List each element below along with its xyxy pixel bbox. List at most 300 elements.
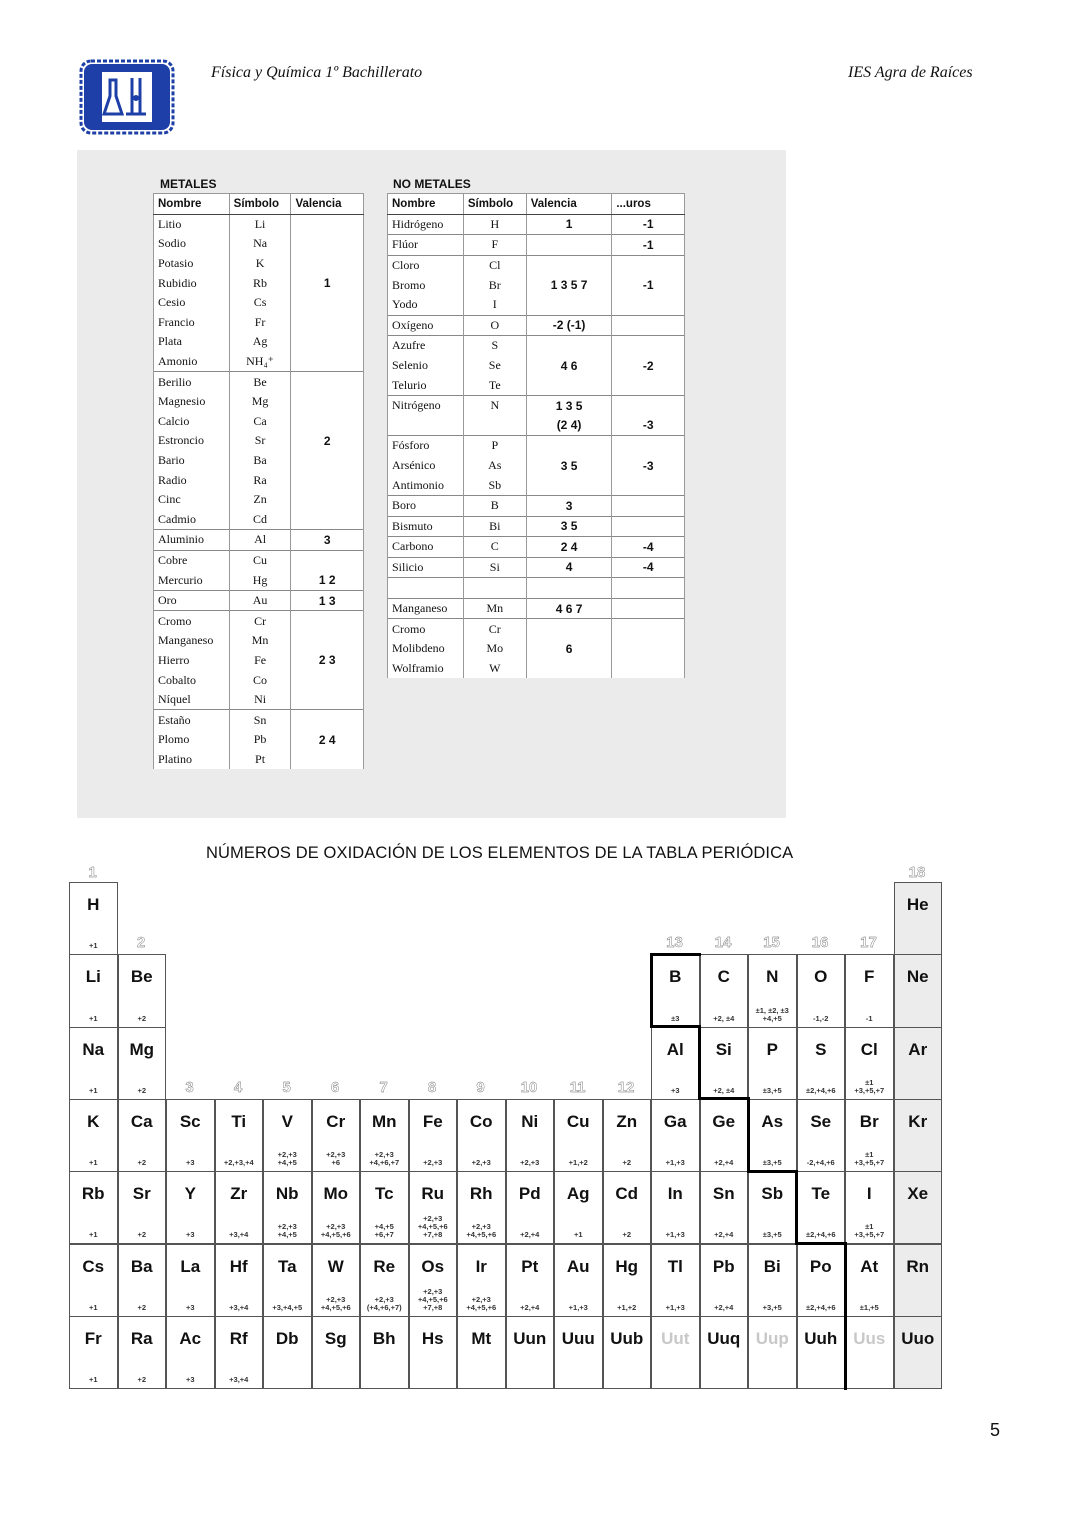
group-number: 7 [379,1078,388,1096]
element-symbol: Na [229,234,291,254]
valence [291,372,364,392]
valence [291,690,364,710]
negative-valence: -4 [612,557,685,578]
valence [526,436,612,456]
element-symbol: Y [184,1184,196,1204]
element-symbol: Tl [667,1256,683,1276]
oxidation-states: +1,+3 [665,1230,685,1240]
oxidation-states: ±3,+5 [762,1230,782,1240]
valence [291,214,364,234]
element-name: Cromo [154,611,230,631]
element-symbol: Ta [277,1256,297,1276]
negative-valence [612,619,685,639]
element-symbol: Te [811,1184,831,1204]
element-name: Selenio [388,356,464,376]
element-cell-ag [554,1171,603,1244]
element-symbol: C [717,967,730,987]
oxidation-states: +2 [137,1013,147,1023]
table-row [388,395,685,415]
element-symbol: H [463,214,526,235]
element-cell-sg [312,1316,361,1389]
oxidation-states: +2,+3 [520,1158,540,1168]
element-symbol: Zr [230,1184,248,1204]
element-symbol: Rh [469,1184,493,1204]
negative-valence [612,475,685,495]
element-symbol: B [463,495,526,516]
element-name: Níquel [154,690,230,710]
element-symbol: Mg [129,1039,155,1059]
valence [526,336,612,356]
element-name: Rubidio [154,273,230,293]
element-cell-ba [118,1244,167,1317]
element-cell-hs [409,1316,458,1389]
valence: 2 [291,431,364,451]
table-row [154,254,364,274]
element-name: Magnesio [154,392,230,412]
table-row [154,352,364,372]
valence: 3 [291,530,364,551]
element-cell-li [69,954,118,1027]
element-symbol: Li [229,214,291,234]
element-cell-mt [457,1316,506,1389]
element-symbol: Ge [712,1111,736,1131]
element-symbol: Ne [906,967,929,987]
table-row [154,710,364,730]
element-symbol: Se [463,356,526,376]
element-cell-au [554,1244,603,1317]
element-symbol: Hs [421,1328,444,1348]
table-row [154,530,364,551]
negative-valence [612,495,685,516]
element-cell-mo [312,1171,361,1244]
oxidation-states: +2,+3 (+4,+6,+7) [366,1294,402,1312]
element-symbol: Rn [906,1256,930,1276]
element-name: Plata [154,332,230,352]
element-symbol: S [463,336,526,356]
element-symbol: Mn [463,598,526,619]
metal-nonmetal-boundary [650,953,653,1028]
element-symbol: Au [566,1256,590,1276]
oxidation-states: +2 [137,1230,147,1240]
group-number: 10 [520,1078,538,1096]
oxidation-states: -1,-2 [813,1013,829,1023]
element-cell-bi [748,1244,797,1317]
element-symbol: Co [469,1111,493,1131]
valence [291,670,364,690]
element-symbol: Fe [422,1111,443,1131]
table-row [388,356,685,376]
element-name: Nitrógeno [388,395,464,415]
element-cell-os [409,1244,458,1317]
table-row [154,550,364,570]
oxidation-states: +1 [88,1158,98,1168]
element-symbol: Nb [275,1184,299,1204]
element-symbol: Bi [463,516,526,537]
element-cell-mg [118,1027,167,1100]
element-symbol: O [814,967,828,987]
table-row [388,619,685,639]
oxidation-states: +2 [137,1302,147,1312]
element-cell-al [651,1027,700,1100]
table-row [154,234,364,254]
element-symbol: Si [463,557,526,578]
valence [291,631,364,651]
element-symbol: Zn [229,490,291,510]
valence [291,451,364,471]
element-name: Bismuto [388,516,464,537]
element-cell-mn [360,1099,409,1172]
element-name: Sodio [154,234,230,254]
element-cell-cr [312,1099,361,1172]
oxidation-states: +2,+3 [471,1158,491,1168]
element-symbol: K [87,1111,100,1131]
element-cell-fr [69,1316,118,1389]
oxidation-states: +1,+2 [617,1302,637,1312]
valence [526,255,612,275]
element-cell-pb [700,1244,749,1317]
element-symbol: Te [463,375,526,395]
group-number: 15 [763,934,780,952]
oxidation-states: +2,+4 [714,1158,734,1168]
negative-valence [612,659,685,679]
no-metales-table [387,193,685,678]
element-symbol: Cu [566,1111,590,1131]
oxidation-states: ±3,+5 [762,1158,782,1168]
oxidation-states: ±2,+4,+6 [805,1230,836,1240]
oxidation-states: +1,+3 [665,1158,685,1168]
element-cell-cl [845,1027,894,1100]
element-symbol: Rb [229,273,291,293]
valence: 4 6 7 [526,598,612,619]
oxidation-states: +1 [88,1013,98,1023]
oxidation-states: +1,+3 [568,1302,588,1312]
element-name: Flúor [388,235,464,256]
element-symbol: F [463,235,526,256]
element-cell-uus [845,1316,894,1389]
element-symbol: Hg [615,1256,639,1276]
element-symbol: Na [82,1039,105,1059]
negative-valence: -1 [612,214,685,235]
element-symbol: Fe [229,651,291,671]
table-row [388,375,685,395]
valence [291,392,364,412]
table-row [388,516,685,537]
valence: 2 3 [291,651,364,671]
element-symbol: Be [130,967,153,987]
element-cell-re [360,1244,409,1317]
element-cell-si [700,1027,749,1100]
oxidation-states: +2,+3 +6 [326,1150,346,1168]
element-symbol: W [327,1256,344,1276]
element-symbol: Pt [229,750,291,770]
element-symbol: I [866,1184,872,1204]
negative-valence: -3 [612,416,685,436]
element-symbol: In [667,1184,683,1204]
col-header: Símbolo [229,194,291,215]
element-cell-f [845,954,894,1027]
valence [526,475,612,495]
metales-table [153,193,364,769]
element-cell-zn [603,1099,652,1172]
element-name: Radio [154,470,230,490]
element-symbol: Ra [130,1328,153,1348]
element-cell-ge [700,1099,749,1172]
element-symbol: Zn [616,1111,638,1131]
element-cell-te [797,1171,846,1244]
element-symbol: Ca [229,412,291,432]
element-cell-uuu [554,1316,603,1389]
negative-valence: -4 [612,537,685,558]
element-name: Manganeso [154,631,230,651]
element-symbol: Uuq [707,1328,741,1348]
element-symbol: Si [715,1039,732,1059]
element-symbol: Os [421,1256,445,1276]
valence [291,352,364,372]
element-name: Platino [154,750,230,770]
element-cell-be [118,954,167,1027]
element-symbol: Cs [229,293,291,313]
oxidation-states: +2,+3 +4,+5,+6 +7,+8 [417,1286,448,1312]
col-header: Nombre [154,194,230,215]
group-number: 3 [185,1078,194,1096]
element-symbol: Fr [229,313,291,333]
element-symbol: H [87,895,100,914]
col-header: Valencia [526,194,612,215]
element-cell-ti [215,1099,264,1172]
element-name: Bario [154,451,230,471]
element-symbol: N [766,967,779,987]
element-cell-pt [506,1244,555,1317]
element-symbol: Ar [908,1039,928,1059]
table-row [388,598,685,619]
table-row [388,295,685,315]
negative-valence [612,598,685,619]
element-symbol: Sn [229,710,291,730]
group-number: 5 [282,1078,291,1096]
element-symbol: Ga [663,1111,687,1131]
element-cell-hf [215,1244,264,1317]
element-symbol: Ag [566,1184,590,1204]
valence [291,254,364,274]
element-symbol: Al [229,530,291,551]
valence [291,234,364,254]
element-cell-v [263,1099,312,1172]
oxidation-states: +3 [185,1302,195,1312]
element-cell-rh [457,1171,506,1244]
page-number: 5 [990,1420,1001,1440]
table-row [154,670,364,690]
element-symbol: Sr [132,1184,151,1204]
table-row [154,214,364,234]
oxidation-states: +2,+3 +4,+5,+6 +7,+8 [417,1214,448,1240]
element-symbol: Db [275,1328,299,1348]
table-row [154,273,364,293]
element-symbol: Mt [471,1328,492,1348]
element-symbol: Ti [231,1111,247,1131]
element-symbol: Mg [229,392,291,412]
element-name: Cobre [154,550,230,570]
element-cell-as [748,1099,797,1172]
oxidation-states: +2,+3 +4,+6,+7 [369,1150,400,1168]
element-cell-pd [506,1171,555,1244]
metal-nonmetal-boundary [698,1025,701,1100]
metal-nonmetal-boundary [698,1097,750,1100]
negative-valence [612,295,685,315]
table-row [388,557,685,578]
valence: (2 4) [526,416,612,436]
metal-nonmetal-boundary [747,1170,799,1173]
table-row [154,332,364,352]
oxidation-states: +3 [185,1158,195,1168]
element-cell-ac [166,1316,215,1389]
element-name: Azufre [388,336,464,356]
element-name: Fósforo [388,436,464,456]
group-number: 1 [88,864,97,881]
col-header: Nombre [388,194,464,215]
element-name: Oro [154,590,230,611]
course-title: Física y Química 1º Bachillerato [211,64,423,81]
element-symbol: Ni [229,690,291,710]
element-name: Francio [154,313,230,333]
table-row [388,659,685,679]
table-row [388,336,685,356]
col-header: Símbolo [463,194,526,215]
element-name: Cloro [388,255,464,275]
element-symbol: Sg [324,1328,347,1348]
element-name: Hierro [154,651,230,671]
element-name: Plomo [154,730,230,750]
oxidation-states: +2,+3 +4,+5,+6 [466,1222,497,1240]
table-row [154,611,364,631]
element-symbol: Ba [130,1256,153,1276]
element-cell-ne [894,954,943,1027]
oxidation-states: +2,+3 [423,1158,443,1168]
element-symbol: Cr [326,1111,346,1131]
element-cell-ca [118,1099,167,1172]
element-cell-at [845,1244,894,1317]
element-symbol: Ba [229,451,291,471]
element-symbol: P [766,1039,778,1059]
oxidation-states: +2,+4 [520,1302,540,1312]
valence [291,750,364,770]
element-symbol: V [281,1111,293,1131]
oxidation-states: +1 [88,1302,98,1312]
element-symbol: Rf [229,1328,248,1348]
element-cell-tl [651,1244,700,1317]
element-name: Arsénico [388,456,464,476]
oxidation-states: -2,+4,+6 [806,1158,835,1168]
group-number: 11 [569,1078,586,1096]
element-cell-rb [69,1171,118,1244]
element-cell-k [69,1099,118,1172]
negative-valence: -1 [612,275,685,295]
oxidation-states: +2,+3,+4 [223,1158,254,1168]
oxidation-states: +2, ±4 [713,1013,735,1023]
group-number: 8 [427,1078,437,1096]
element-cell-sn [700,1171,749,1244]
element-symbol: Au [229,590,291,611]
element-cell-sc [166,1099,215,1172]
element-cell-ga [651,1099,700,1172]
element-cell-po [797,1244,846,1317]
element-cell-cu [554,1099,603,1172]
valence [526,375,612,395]
element-cell-uup [748,1316,797,1389]
element-cell-bh [360,1316,409,1389]
element-name: Berilio [154,372,230,392]
element-symbol [463,416,526,436]
valence [291,470,364,490]
element-symbol: Ca [130,1111,153,1131]
element-cell-he [894,882,943,955]
element-symbol: Mn [229,631,291,651]
element-cell-cs [69,1244,118,1317]
metal-nonmetal-boundary [844,1242,847,1390]
element-cell-ar [894,1027,943,1100]
element-name: Cadmio [154,510,230,530]
negative-valence: -2 [612,356,685,376]
valence: 1 3 5 [526,395,612,415]
table-row [154,570,364,590]
table-row [388,416,685,436]
negative-valence [612,578,685,599]
table-row [388,436,685,456]
valence: -2 (-1) [526,315,612,336]
element-symbol: Ag [229,332,291,352]
metales-caption: METALES [160,177,217,191]
oxidation-states: +1 [88,1375,98,1385]
table-row [154,313,364,333]
oxidation-states: +1 [88,1085,98,1095]
element-symbol: Pd [518,1184,541,1204]
element-symbol: Cu [229,550,291,570]
valence [526,235,612,256]
table-row [154,490,364,510]
oxidation-states: +2 [622,1158,632,1168]
valence [291,710,364,730]
oxidation-states: +1 [573,1230,583,1240]
element-symbol: Ir [475,1256,487,1276]
oxidation-states: ±1 +3,+5,+7 [854,1222,885,1240]
group-number: 9 [476,1078,485,1096]
element-symbol: Uun [513,1328,547,1348]
element-symbol: Cr [463,619,526,639]
element-cell-na [69,1027,118,1100]
periodic-table-title: NÚMEROS DE OXIDACIÓN DE LOS ELEMENTOS DE LA TABLA PERIÓDICA [206,844,794,862]
element-symbol: Sc [179,1111,201,1131]
oxidation-states: +3 [185,1230,195,1240]
table-row [388,456,685,476]
element-symbol: Sb [761,1184,784,1204]
element-cell-b [651,954,700,1027]
element-cell-tc [360,1171,409,1244]
oxidation-states: +2,+3 +4,+5,+6 [466,1294,497,1312]
element-cell-c [700,954,749,1027]
element-symbol: Be [229,372,291,392]
element-name: Wolframio [388,659,464,679]
table-row [388,214,685,235]
element-cell-fe [409,1099,458,1172]
element-symbol: As [761,1111,784,1131]
element-cell-se [797,1099,846,1172]
group-number: 14 [714,934,732,952]
element-name: Cromo [388,619,464,639]
element-symbol: Pt [521,1256,539,1276]
group-number: 6 [330,1078,340,1096]
element-cell-uub [603,1316,652,1389]
valence: 2 4 [526,537,612,558]
group-number: 12 [617,1078,635,1096]
